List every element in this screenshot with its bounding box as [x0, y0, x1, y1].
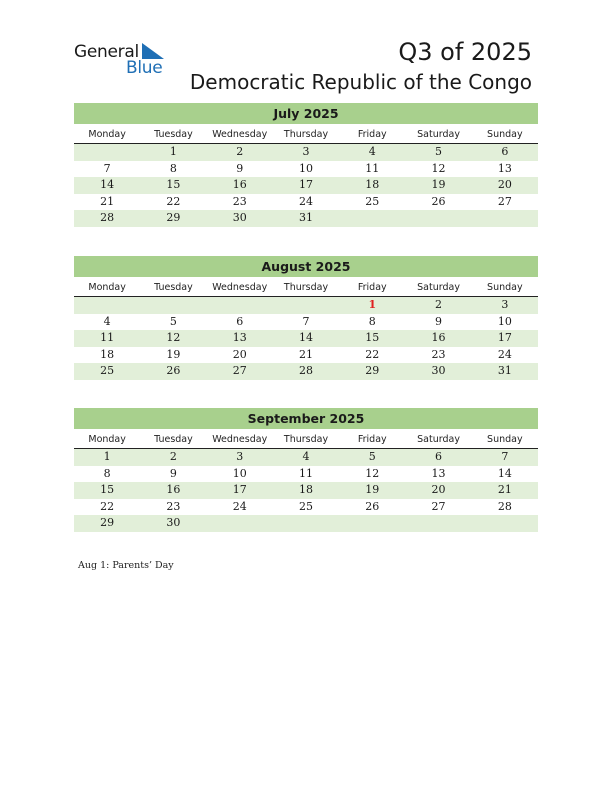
- weekday-label: Friday: [357, 434, 387, 445]
- weekday-label: Sunday: [487, 129, 523, 140]
- weekday-label: Thursday: [283, 434, 329, 445]
- weekday-label: Wednesday: [212, 282, 268, 293]
- day-cell: 12: [365, 466, 380, 480]
- day-cell: [74, 297, 140, 314]
- day-cell: 10: [497, 314, 512, 328]
- week-row: [74, 466, 538, 483]
- day-cell: 30: [232, 211, 247, 224]
- day-cell: 27: [497, 194, 512, 208]
- day-cell: 27: [232, 364, 247, 377]
- day-cell: 6: [236, 314, 244, 328]
- day-cell: 22: [100, 499, 115, 513]
- weekday-header-row: [74, 279, 538, 297]
- day-cell: 2: [169, 450, 177, 463]
- holiday-day-cell: 1: [368, 298, 377, 311]
- month-calendar: [74, 256, 538, 380]
- week-row: [74, 314, 538, 331]
- weekday-label: Saturday: [417, 282, 460, 293]
- day-cell: 15: [166, 178, 181, 191]
- weekday-header-row: [74, 431, 538, 449]
- weekday-label: Thursday: [283, 282, 329, 293]
- day-cell: 2: [236, 145, 244, 158]
- day-cell: 30: [431, 364, 446, 377]
- logo-blue-text: Blue: [126, 58, 163, 78]
- day-cell: 11: [365, 161, 380, 175]
- week-row: [74, 482, 538, 499]
- day-cell: 14: [298, 331, 313, 344]
- day-cell: 19: [365, 483, 380, 496]
- day-cell: 25: [365, 194, 380, 208]
- day-cell: 18: [298, 483, 313, 496]
- week-row: [74, 194, 538, 211]
- day-cell: 25: [100, 364, 115, 377]
- day-cell: 4: [368, 145, 376, 158]
- day-cell: 10: [232, 466, 247, 480]
- week-row: [74, 177, 538, 194]
- day-cell: 29: [166, 211, 181, 224]
- day-cell: 28: [100, 211, 115, 224]
- day-cell: 27: [431, 499, 446, 513]
- day-cell: 19: [431, 178, 446, 191]
- day-cell: 26: [365, 499, 380, 513]
- day-cell: 8: [103, 466, 111, 480]
- weekday-label: Sunday: [487, 282, 523, 293]
- day-cell: 17: [298, 178, 313, 191]
- day-cell: 13: [232, 331, 247, 344]
- week-row: [74, 144, 538, 161]
- weekday-label: Monday: [88, 434, 126, 445]
- day-cell: [273, 297, 339, 314]
- day-cell: 13: [497, 161, 512, 175]
- day-cell: 9: [169, 466, 177, 480]
- day-cell: 4: [103, 314, 111, 328]
- day-cell: 12: [166, 331, 181, 344]
- day-cell: 11: [100, 331, 115, 344]
- day-cell: 15: [365, 331, 380, 344]
- week-row: [74, 515, 538, 532]
- day-cell: 7: [501, 450, 509, 463]
- weekday-label: Thursday: [283, 129, 329, 140]
- day-cell: 14: [497, 466, 512, 480]
- day-cell: 29: [100, 516, 115, 529]
- day-cell: [405, 210, 471, 227]
- day-cell: 8: [368, 314, 376, 328]
- week-row: [74, 161, 538, 178]
- month-title: July 2025: [74, 103, 538, 124]
- day-cell: 21: [100, 194, 115, 208]
- weekday-label: Saturday: [417, 434, 460, 445]
- day-cell: 11: [298, 466, 313, 480]
- brand-logo: [74, 42, 174, 76]
- day-cell: 29: [365, 364, 380, 377]
- day-cell: 3: [302, 145, 310, 158]
- day-cell: 16: [166, 483, 181, 496]
- week-row: [74, 363, 538, 380]
- day-cell: 7: [103, 161, 111, 175]
- day-cell: 24: [298, 194, 313, 208]
- week-row: [74, 347, 538, 364]
- day-cell: 20: [431, 483, 446, 496]
- day-cell: 3: [236, 450, 244, 463]
- weekday-label: Tuesday: [154, 282, 193, 293]
- day-cell: 19: [166, 347, 181, 361]
- month-title: September 2025: [74, 408, 538, 429]
- weekday-label: Wednesday: [212, 434, 268, 445]
- day-cell: 16: [232, 178, 247, 191]
- page-title: Q3 of 2025: [398, 38, 532, 66]
- day-cell: 3: [501, 298, 509, 311]
- month-calendar: [74, 103, 538, 227]
- day-cell: [140, 297, 206, 314]
- day-cell: 8: [169, 161, 177, 175]
- day-cell: 10: [298, 161, 313, 175]
- day-cell: 1: [169, 145, 177, 158]
- day-cell: 12: [431, 161, 446, 175]
- weekday-header-row: [74, 126, 538, 144]
- week-row: [74, 330, 538, 347]
- page-subtitle: Democratic Republic of the Congo: [189, 70, 532, 94]
- day-cell: [472, 210, 538, 227]
- weekday-label: Tuesday: [154, 434, 193, 445]
- day-cell: 7: [302, 314, 310, 328]
- day-cell: 23: [431, 347, 446, 361]
- day-cell: [339, 515, 405, 532]
- day-cell: 6: [501, 145, 509, 158]
- weekday-label: Saturday: [417, 129, 460, 140]
- week-row: [74, 499, 538, 516]
- day-cell: 24: [497, 347, 512, 361]
- day-cell: 18: [365, 178, 380, 191]
- day-cell: [339, 210, 405, 227]
- weekday-label: Friday: [357, 129, 387, 140]
- day-cell: [207, 515, 273, 532]
- week-row: [74, 210, 538, 227]
- day-cell: 9: [236, 161, 244, 175]
- day-cell: 21: [298, 347, 313, 361]
- day-cell: 21: [497, 483, 512, 496]
- day-cell: 6: [435, 450, 443, 463]
- weekday-label: Monday: [88, 282, 126, 293]
- day-cell: 23: [232, 194, 247, 208]
- day-cell: [273, 515, 339, 532]
- day-cell: 9: [435, 314, 443, 328]
- day-cell: 20: [497, 178, 512, 191]
- weekday-label: Tuesday: [154, 129, 193, 140]
- day-cell: 30: [166, 516, 181, 529]
- day-cell: 25: [298, 499, 313, 513]
- day-cell: 1: [103, 450, 111, 463]
- day-cell: 28: [298, 364, 313, 377]
- logo-general-text: General: [74, 42, 139, 62]
- day-cell: 13: [431, 466, 446, 480]
- logo-triangle-icon: [142, 43, 164, 59]
- holiday-notes: [78, 560, 174, 571]
- month-title: August 2025: [74, 256, 538, 277]
- day-cell: 24: [232, 499, 247, 513]
- day-cell: 17: [497, 331, 512, 344]
- day-cell: [405, 515, 471, 532]
- weekday-label: Sunday: [487, 434, 523, 445]
- day-cell: 16: [431, 331, 446, 344]
- day-cell: 15: [100, 483, 115, 496]
- day-cell: 5: [368, 450, 376, 463]
- weekday-label: Friday: [357, 282, 387, 293]
- day-cell: 14: [100, 178, 115, 191]
- day-cell: [207, 297, 273, 314]
- day-cell: 26: [166, 364, 181, 377]
- day-cell: 2: [435, 298, 443, 311]
- day-cell: 18: [100, 347, 115, 361]
- day-cell: 31: [497, 364, 512, 377]
- day-cell: [74, 144, 140, 161]
- day-cell: 22: [166, 194, 181, 208]
- weekday-label: Monday: [88, 129, 126, 140]
- day-cell: 31: [298, 211, 313, 224]
- day-cell: [472, 515, 538, 532]
- day-cell: 26: [431, 194, 446, 208]
- day-cell: 20: [232, 347, 247, 361]
- day-cell: 17: [232, 483, 247, 496]
- day-cell: 28: [497, 499, 512, 513]
- day-cell: 4: [302, 450, 310, 463]
- day-cell: 23: [166, 499, 181, 513]
- holiday-note: Aug 1: Parents’ Day: [78, 560, 174, 571]
- day-cell: 22: [365, 347, 380, 361]
- week-row: [74, 449, 538, 466]
- weekday-label: Wednesday: [212, 129, 268, 140]
- day-cell: 5: [435, 145, 443, 158]
- month-calendar: [74, 408, 538, 532]
- day-cell: 5: [169, 314, 177, 328]
- week-row: [74, 297, 538, 314]
